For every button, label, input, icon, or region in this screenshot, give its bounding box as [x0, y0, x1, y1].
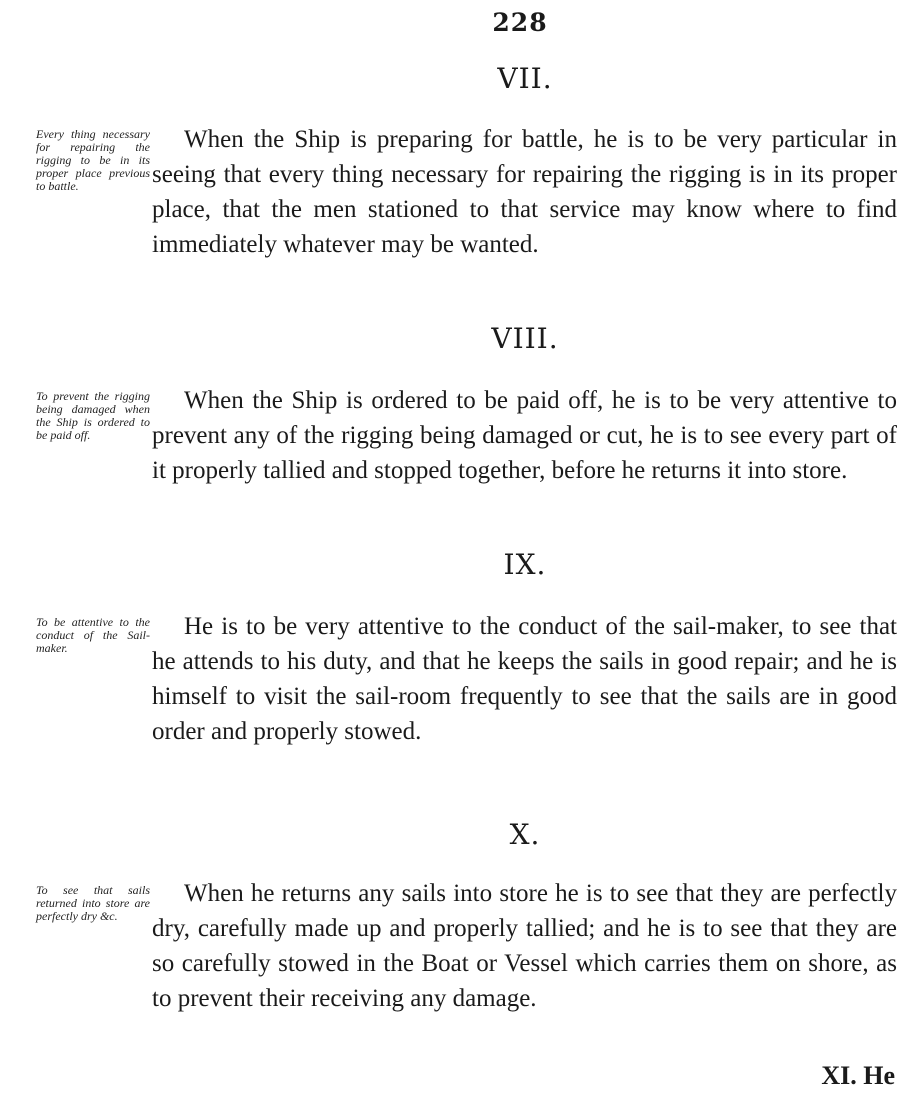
paragraph-ix [152, 609, 897, 749]
page-number: 228 [492, 8, 548, 37]
paragraph-viii-text: When the Ship is ordered to be paid off, he is to be very attentive to prevent any of the rigging being damaged or cut, he is to see every part of it properly tallied and stopped together, before he returns it into store. [152, 387, 897, 484]
catchword: XI. He [821, 1061, 895, 1090]
margin-note-x: To see that sails returned into store are perfectly dry &c. [36, 883, 150, 923]
paragraph-vii [152, 122, 897, 262]
paragraph-vii-text: When the Ship is preparing for battle, he is to be very particular in seeing that every thing necessary for repairing the rigging is in its proper place, that the men stationed to that service may know where to find immediately whatever may be wanted. [152, 126, 897, 258]
section-heading-viii: VIII. [491, 322, 559, 355]
paragraph-ix-text: He is to be very attentive to the conduct of the sail-maker, to see that he attends to his duty, and that he keeps the sails in good repair; and he is himself to visit the sail-room frequently to see that the sails are in good order and properly stowed. [152, 613, 897, 745]
section-heading-vii: VII. [497, 62, 553, 95]
paragraph-x-text: When he returns any sails into store he is to see that they are perfectly dry, carefully made up and properly tallied; and he is to see that they are so carefully stowed in the Boat or Vessel which carries them on shore, as to prevent their receiving any damage. [152, 880, 897, 1012]
margin-note-vii: Every thing necessary for repairing the rigging to be in its proper place previous to battle. [36, 127, 150, 193]
paragraph-x [152, 876, 897, 1016]
paragraph-viii [152, 383, 897, 488]
section-heading-x: X. [509, 818, 541, 851]
margin-note-viii: To prevent the rigging being damaged when the Ship is ordered to be paid off. [36, 389, 150, 442]
margin-note-ix: To be attentive to the conduct of the Sail-maker. [36, 615, 150, 655]
section-heading-ix: IX. [503, 548, 547, 581]
